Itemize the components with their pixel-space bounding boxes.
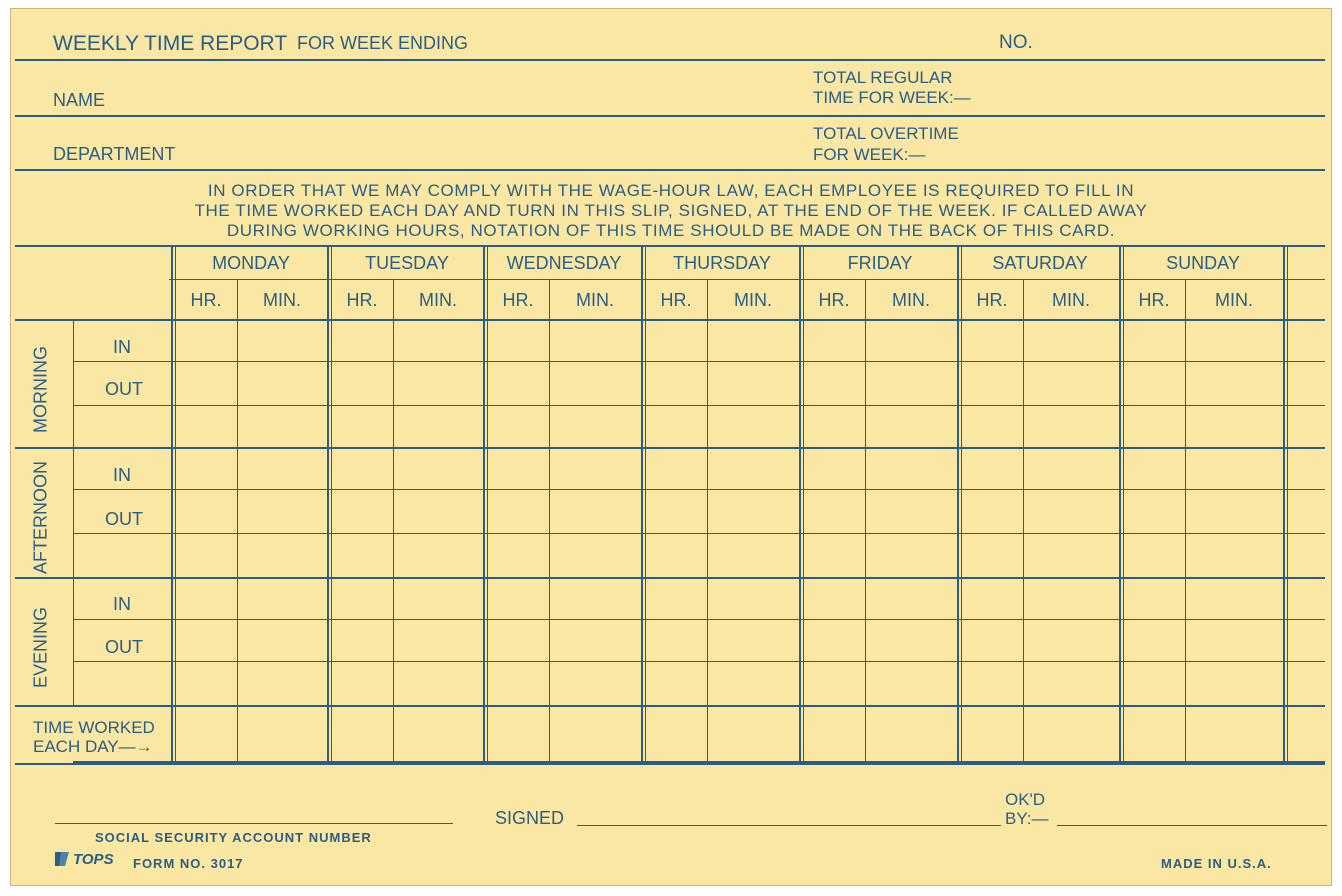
morning-in-label: IN bbox=[113, 337, 131, 357]
minute-column-header: MIN. bbox=[263, 289, 301, 310]
hour-column-header: HR. bbox=[976, 289, 1008, 310]
ssn-label: SOCIAL SECURITY ACCOUNT NUMBER bbox=[95, 830, 372, 845]
brand-name: TOPS bbox=[73, 851, 114, 868]
grid-vline bbox=[1123, 245, 1124, 765]
day-header-monday: MONDAY bbox=[212, 252, 290, 273]
morning-out-label: OUT bbox=[105, 379, 143, 399]
grid-hline bbox=[73, 661, 1325, 662]
hour-column-header: HR. bbox=[190, 289, 222, 310]
week-ending-label: FOR WEEK ENDING bbox=[297, 33, 469, 53]
grid-hline bbox=[15, 447, 1325, 449]
divider bbox=[15, 169, 1325, 171]
grid-vline bbox=[707, 279, 708, 765]
hour-column-header: HR. bbox=[818, 289, 850, 310]
okd-label: OK'D bbox=[1005, 790, 1046, 809]
day-header-sunday: SUNDAY bbox=[1166, 252, 1240, 273]
grid-vline bbox=[865, 279, 866, 765]
grid-vline bbox=[1119, 245, 1121, 765]
time-worked-label-2: EACH DAY—→ bbox=[33, 737, 153, 756]
total-overtime-label: TOTAL OVERTIME bbox=[813, 124, 959, 143]
minute-column-header: MIN. bbox=[734, 289, 772, 310]
grid-vline bbox=[803, 245, 804, 765]
period-morning-label: MORNING bbox=[30, 346, 51, 433]
grid-hline bbox=[73, 489, 1325, 490]
divider bbox=[15, 115, 1325, 117]
day-header-friday: FRIDAY bbox=[847, 252, 913, 273]
grid-hline bbox=[15, 319, 1325, 321]
grid-hline bbox=[15, 705, 1325, 707]
department-label: DEPARTMENT bbox=[53, 144, 176, 164]
grid-vline bbox=[1283, 245, 1285, 765]
grid-vline bbox=[73, 319, 74, 705]
hour-column-header: HR. bbox=[346, 289, 378, 310]
grid-vline bbox=[1287, 245, 1288, 765]
grid-vline bbox=[549, 279, 550, 765]
grid-hline bbox=[73, 533, 1325, 534]
grid-vline bbox=[641, 245, 643, 765]
grid-vline bbox=[961, 245, 962, 765]
grid-vline bbox=[175, 245, 176, 765]
grid-hline bbox=[73, 361, 1325, 362]
notice-line-3: DURING WORKING HOURS, NOTATION OF THIS TIME SHOULD BE MADE ON THE BACK OF THIS CARD. bbox=[226, 221, 1116, 240]
day-header-wednesday: WEDNESDAY bbox=[506, 252, 622, 273]
made-in-label: MADE IN U.S.A. bbox=[1161, 856, 1272, 871]
grid-vline bbox=[393, 279, 394, 765]
grid-hline bbox=[169, 279, 1325, 280]
minute-column-header: MIN. bbox=[1215, 289, 1253, 310]
signature-line[interactable] bbox=[577, 825, 1001, 826]
notice-line-1: IN ORDER THAT WE MAY COMPLY WITH THE WAGE-HOUR LAW, EACH EMPLOYEE IS REQUIRED TO FILL IN bbox=[207, 181, 1135, 200]
total-regular-label-2: TIME FOR WEEK:— bbox=[813, 88, 971, 107]
grid-hline bbox=[73, 405, 1325, 406]
grid-hline bbox=[73, 619, 1325, 620]
grid-vline bbox=[237, 279, 238, 765]
okd-label-2: BY:— bbox=[1005, 809, 1049, 828]
grid-vline bbox=[487, 245, 488, 765]
grid-vline bbox=[799, 245, 801, 765]
grid-vline bbox=[331, 245, 332, 765]
signed-label: SIGNED bbox=[495, 808, 565, 828]
total-overtime-label-2: FOR WEEK:— bbox=[813, 145, 926, 164]
day-header-thursday: THURSDAY bbox=[673, 252, 771, 273]
ssn-line bbox=[55, 823, 453, 824]
time-worked-label: TIME WORKED bbox=[33, 718, 155, 737]
minute-column-header: MIN. bbox=[1052, 289, 1090, 310]
name-label: NAME bbox=[53, 90, 106, 110]
hour-column-header: HR. bbox=[502, 289, 534, 310]
divider bbox=[15, 59, 1325, 61]
hour-column-header: HR. bbox=[660, 289, 692, 310]
notice-line-2: THE TIME WORKED EACH DAY AND TURN IN THIS SLIP, SIGNED, AT THE END OF THE WEEK. IF CALLED AWAY bbox=[194, 201, 1148, 220]
total-regular-label: TOTAL REGULAR bbox=[813, 68, 953, 87]
grid-vline bbox=[645, 245, 646, 765]
day-header-saturday: SATURDAY bbox=[992, 252, 1088, 273]
approval-line[interactable] bbox=[1057, 825, 1327, 826]
grid-vline bbox=[1185, 279, 1186, 765]
minute-column-header: MIN. bbox=[576, 289, 614, 310]
form-title: WEEKLY TIME REPORT bbox=[53, 32, 288, 55]
grid-vline bbox=[171, 245, 173, 765]
time-report-card bbox=[10, 8, 1332, 886]
minute-column-header: MIN. bbox=[419, 289, 457, 310]
minute-column-header: MIN. bbox=[892, 289, 930, 310]
period-afternoon-label: AFTERNOON bbox=[30, 461, 51, 575]
grid-vline bbox=[957, 245, 959, 765]
number-label: NO. bbox=[999, 32, 1033, 53]
period-evening-label: EVENING bbox=[30, 606, 51, 689]
evening-out-label: OUT bbox=[105, 637, 143, 657]
hour-column-header: HR. bbox=[1138, 289, 1170, 310]
afternoon-out-label: OUT bbox=[105, 509, 143, 529]
evening-in-label: IN bbox=[113, 594, 131, 614]
grid-vline bbox=[327, 245, 329, 765]
day-header-tuesday: TUESDAY bbox=[365, 252, 449, 273]
afternoon-in-label: IN bbox=[113, 465, 131, 485]
grid-vline bbox=[483, 245, 485, 765]
grid-hline bbox=[15, 763, 1325, 765]
grid-vline bbox=[1023, 279, 1024, 765]
form-number: FORM NO. 3017 bbox=[133, 856, 244, 871]
grid-hline bbox=[15, 577, 1325, 579]
